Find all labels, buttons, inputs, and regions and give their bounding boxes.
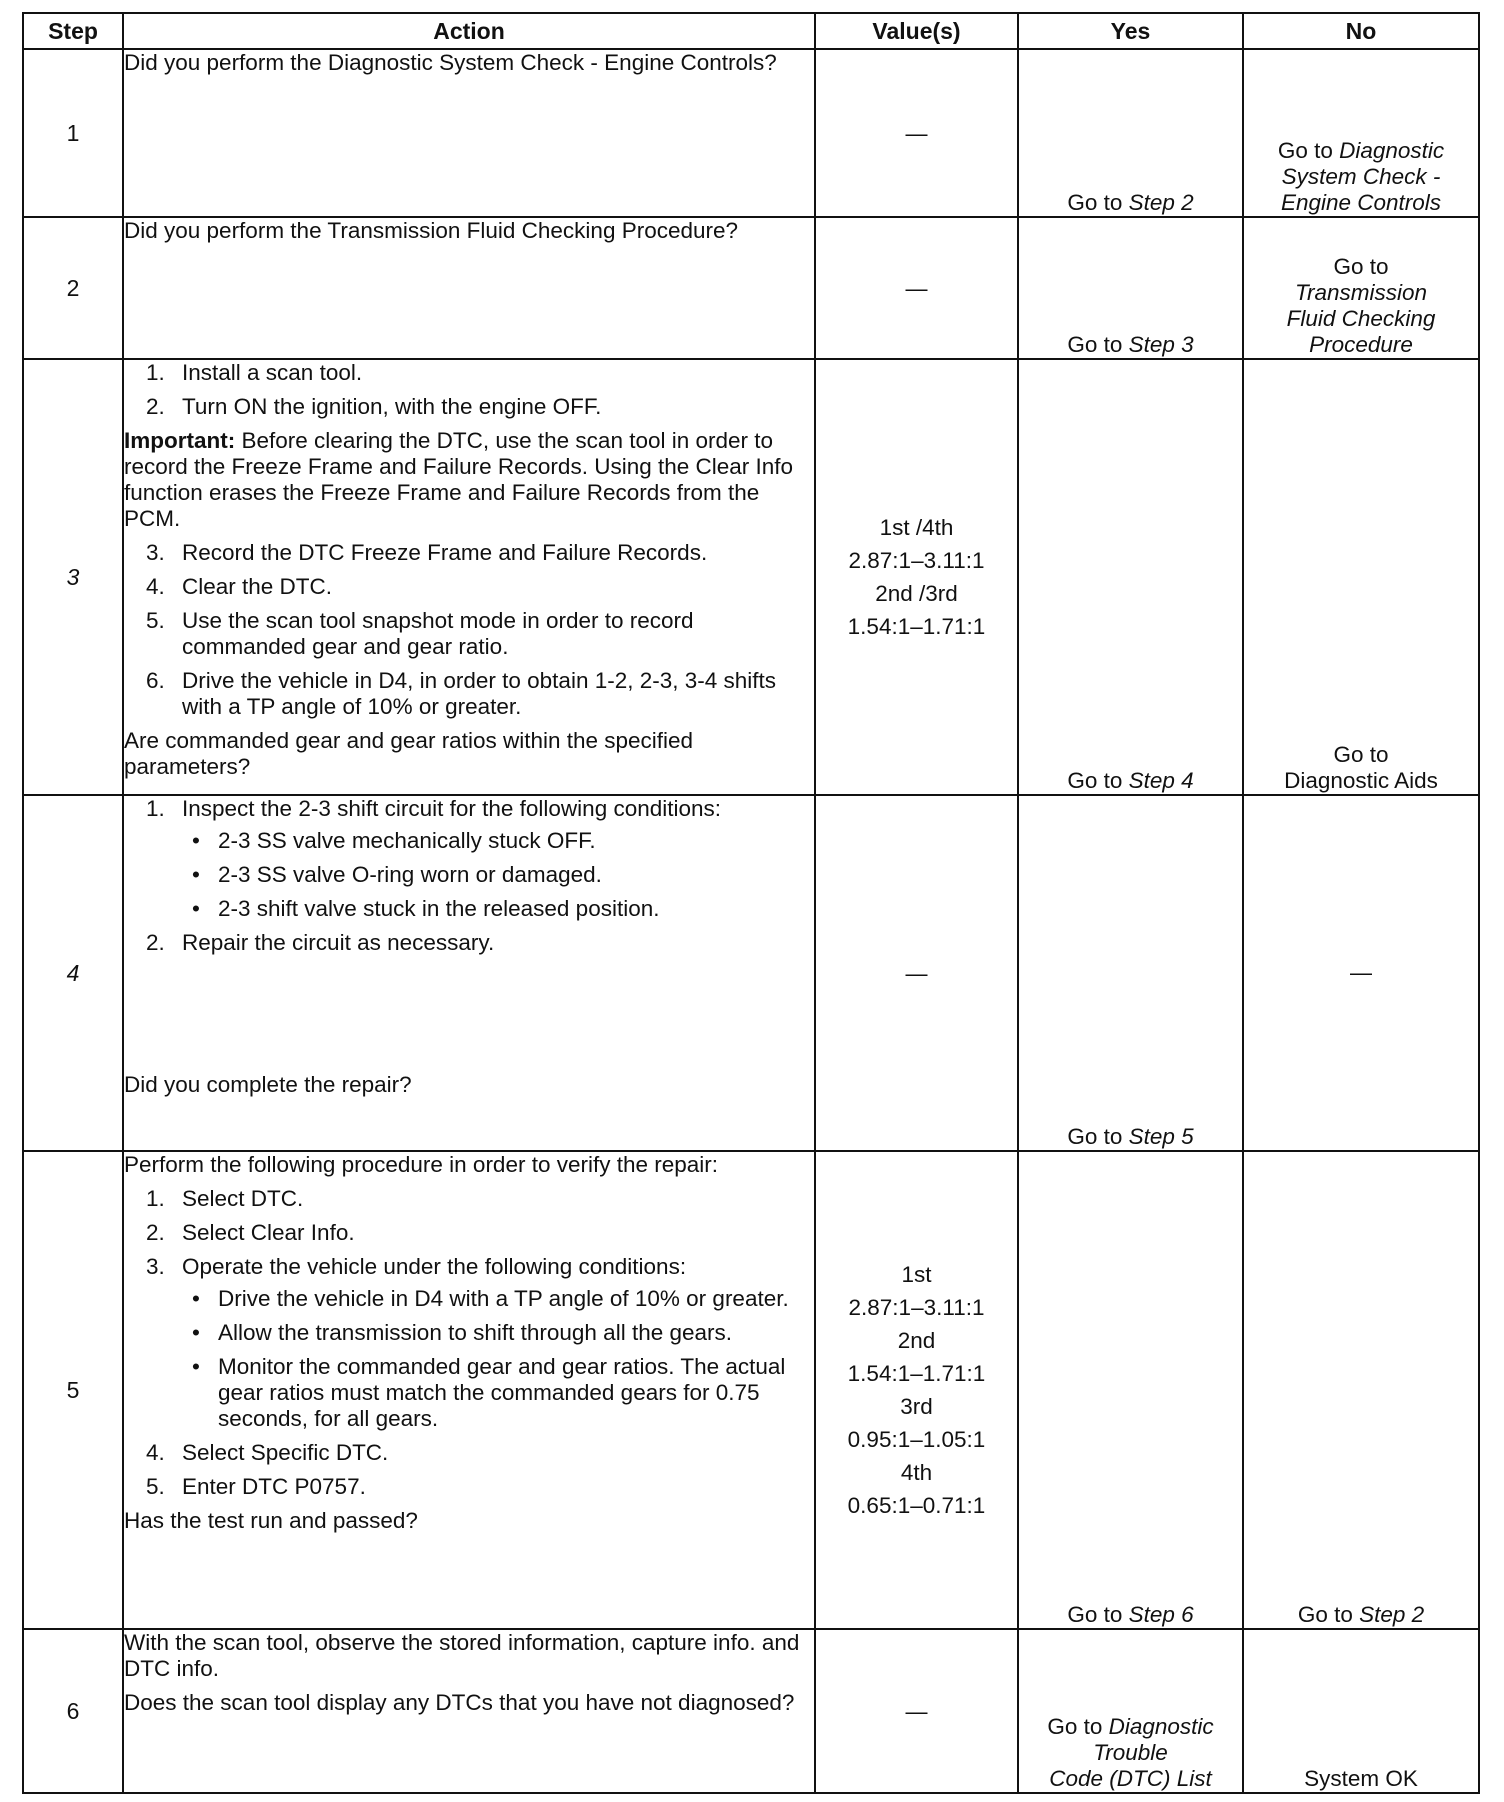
- empty-value-dash: —: [905, 960, 928, 986]
- procedure-intro: Perform the following procedure in order to verify the repair:: [124, 1152, 719, 1177]
- item-number: 5.: [146, 1474, 165, 1499]
- header-step: Step: [23, 13, 123, 49]
- item-number: 2.: [146, 1220, 165, 1245]
- item-text: Clear the DTC.: [182, 574, 333, 599]
- values-cell: [815, 1629, 1018, 1793]
- bullet-item: • Allow the transmission to shift through all the gears.: [182, 1320, 814, 1346]
- table-row-step-5: [23, 1151, 1479, 1629]
- values-cell: [815, 795, 1018, 1151]
- step-number: 3: [23, 359, 123, 795]
- item-text: Record the DTC Freeze Frame and Failure Records.: [182, 540, 708, 565]
- yes-target-link[interactable]: Diagnostic: [1108, 1714, 1214, 1739]
- no-cell: [1243, 1151, 1479, 1629]
- item-text: Use the scan tool snapshot mode in order to record commanded gear and gear ratio.: [182, 608, 694, 659]
- list-item: [124, 540, 814, 566]
- condition-list: [182, 1286, 814, 1432]
- action-cell: [123, 359, 815, 795]
- step-number: 2: [23, 217, 123, 359]
- go-to-label: Go to: [1297, 1602, 1353, 1627]
- gear-label: 1st /4th: [879, 515, 954, 540]
- item-text: Install a scan tool.: [182, 360, 363, 385]
- gear-ratio: 0.65:1–0.71:1: [847, 1493, 986, 1518]
- go-to-label: Go to: [1333, 254, 1389, 279]
- table-row-step-1: [23, 49, 1479, 217]
- item-text: Enter DTC P0757.: [182, 1474, 366, 1499]
- list-item: [124, 668, 814, 720]
- action-question: Does the scan tool display any DTCs that you have not diagnosed?: [124, 1690, 795, 1715]
- item-text: Operate the vehicle under the following conditions:: [182, 1254, 687, 1279]
- item-number: 1.: [146, 796, 165, 821]
- item-number: 4.: [146, 1440, 165, 1465]
- header-yes: Yes: [1018, 13, 1243, 49]
- item-number: 1.: [146, 1186, 165, 1211]
- yes-cell: [1018, 359, 1243, 795]
- header-row: [23, 13, 1479, 49]
- yes-cell: [1018, 1151, 1243, 1629]
- step-number: 4: [23, 795, 123, 1151]
- gear-ratio: 2.87:1–3.11:1: [848, 548, 985, 573]
- list-item: [124, 608, 814, 660]
- important-text: Before clearing the DTC, use the scan tool in order to record the Freeze Frame and Failure Records. Using the Clear Info function erases the Freeze Frame and Failure Records from the PCM.: [124, 428, 794, 531]
- no-cell: [1243, 359, 1479, 795]
- system-ok-text: System OK: [1304, 1766, 1418, 1791]
- gear-label: 3rd: [900, 1394, 933, 1419]
- no-target-link[interactable]: Engine Controls: [1280, 190, 1442, 215]
- gear-label: 1st: [901, 1262, 932, 1287]
- item-text: Repair the circuit as necessary.: [182, 930, 495, 955]
- empty-value-dash: —: [905, 1698, 928, 1724]
- yes-target-link[interactable]: Step 3: [1128, 332, 1194, 357]
- yes-target-link[interactable]: Step 6: [1128, 1602, 1194, 1627]
- gear-label: 2nd: [897, 1328, 936, 1353]
- action-question: Did you perform the Diagnostic System Check - Engine Controls?: [124, 50, 777, 75]
- yes-cell: [1018, 795, 1243, 1151]
- gear-ratio: 0.95:1–1.05:1: [847, 1427, 986, 1452]
- action-question: Did you perform the Transmission Fluid Checking Procedure?: [124, 218, 739, 243]
- values-cell: [815, 359, 1018, 795]
- step-number: 5: [23, 1151, 123, 1629]
- go-to-label: Go to: [1277, 138, 1333, 163]
- procedure-list: [124, 1186, 814, 1500]
- yes-target-link[interactable]: Step 5: [1128, 1124, 1194, 1149]
- values-cell: [815, 1151, 1018, 1629]
- item-text: Select Specific DTC.: [182, 1440, 389, 1465]
- item-text: Inspect the 2-3 shift circuit for the following conditions:: [182, 796, 722, 821]
- action-question: Did you complete the repair?: [124, 1072, 412, 1097]
- go-to-label: Go to: [1067, 768, 1123, 793]
- gear-ratio: 1.54:1–1.71:1: [847, 1361, 986, 1386]
- no-target-link[interactable]: Fluid Checking: [1286, 306, 1436, 331]
- item-text: Select DTC.: [182, 1186, 304, 1211]
- no-cell: [1243, 1629, 1479, 1793]
- list-item: [124, 1254, 814, 1432]
- go-to-label: Go to: [1333, 742, 1389, 767]
- no-target-link[interactable]: Transmission: [1294, 280, 1428, 305]
- list-item: [124, 1220, 814, 1246]
- list-item: [124, 930, 814, 956]
- go-to-label: Go to: [1067, 190, 1123, 215]
- values-cell: [815, 217, 1018, 359]
- list-item: [124, 360, 814, 386]
- bullet-item: • Monitor the commanded gear and gear ratios. The actual gear ratios must match the commanded gears for 0.75 seconds, for all gears.: [182, 1354, 814, 1432]
- list-item: [124, 796, 814, 922]
- item-number: 6.: [146, 668, 165, 693]
- item-text: Drive the vehicle in D4, in order to obtain 1-2, 2-3, 3-4 shifts with a TP angle of 10% or greater.: [182, 668, 777, 719]
- step-number: 6: [23, 1629, 123, 1793]
- header-values: Value(s): [815, 13, 1018, 49]
- action-question: Are commanded gear and gear ratios within the specified parameters?: [124, 728, 694, 779]
- procedure-list: [124, 540, 814, 720]
- table-row-step-2: [23, 217, 1479, 359]
- header-action: Action: [123, 13, 815, 49]
- action-cell: [123, 1629, 815, 1793]
- bullet-item: • Drive the vehicle in D4 with a TP angle of 10% or greater.: [182, 1286, 814, 1312]
- no-cell: [1243, 49, 1479, 217]
- list-item: [124, 394, 814, 420]
- gear-ratio: 1.54:1–1.71:1: [847, 614, 986, 639]
- yes-cell: [1018, 217, 1243, 359]
- empty-value-dash: —: [905, 120, 928, 146]
- no-target-link[interactable]: Diagnostic: [1339, 138, 1445, 163]
- important-note: [124, 428, 814, 532]
- item-number: 3.: [146, 540, 165, 565]
- list-item: [124, 1186, 814, 1212]
- go-to-label: Go to: [1067, 1602, 1123, 1627]
- bullet-item: • 2-3 SS valve O-ring worn or damaged.: [182, 862, 814, 888]
- no-target-link[interactable]: Diagnostic Aids: [1284, 768, 1438, 793]
- yes-target-link[interactable]: Code (DTC) List: [1049, 1766, 1212, 1791]
- table-row-step-6: [23, 1629, 1479, 1793]
- bullet-item: • 2-3 shift valve stuck in the released position.: [182, 896, 814, 922]
- yes-cell: [1018, 1629, 1243, 1793]
- gear-label: 4th: [900, 1460, 933, 1485]
- list-item: [124, 1440, 814, 1466]
- item-number: 1.: [146, 360, 165, 385]
- header-no: No: [1243, 13, 1479, 49]
- table-row-step-4: [23, 795, 1479, 1151]
- yes-target-link[interactable]: Step 4: [1128, 768, 1194, 793]
- gear-ratio: 2.87:1–3.11:1: [848, 1295, 985, 1320]
- action-instruction: With the scan tool, observe the stored information, capture info. and DTC info.: [124, 1630, 800, 1681]
- yes-cell: [1018, 49, 1243, 217]
- item-number: 5.: [146, 608, 165, 633]
- table-row-step-3: [23, 359, 1479, 795]
- empty-value-dash: —: [1350, 960, 1372, 985]
- action-cell: [123, 1151, 815, 1629]
- action-cell: [123, 49, 815, 217]
- item-text: Select Clear Info.: [182, 1220, 355, 1245]
- no-target-link[interactable]: System Check -: [1281, 164, 1441, 189]
- no-target-link[interactable]: Procedure: [1309, 332, 1413, 357]
- no-cell: [1243, 217, 1479, 359]
- go-to-label: Go to: [1067, 332, 1123, 357]
- important-label: Important:: [124, 428, 236, 453]
- action-question: Has the test run and passed?: [124, 1508, 418, 1533]
- values-cell: [815, 49, 1018, 217]
- bullet-item: • 2-3 SS valve mechanically stuck OFF.: [182, 828, 814, 854]
- list-item: [124, 1474, 814, 1500]
- diagnostic-table: [22, 12, 1480, 1794]
- step-number: 1: [23, 49, 123, 217]
- no-cell: [1243, 795, 1479, 1151]
- action-cell: [123, 795, 815, 1151]
- procedure-list: [124, 796, 814, 956]
- gear-label: 2nd /3rd: [875, 581, 958, 606]
- condition-list: [182, 828, 814, 922]
- no-target-link[interactable]: Step 2: [1359, 1602, 1425, 1627]
- item-number: 2.: [146, 930, 165, 955]
- list-item: [124, 574, 814, 600]
- yes-target-link[interactable]: Trouble: [1093, 1740, 1168, 1765]
- go-to-label: Go to: [1067, 1124, 1123, 1149]
- go-to-label: Go to: [1047, 1714, 1103, 1739]
- item-text: Turn ON the ignition, with the engine OFF.: [182, 394, 602, 419]
- yes-target-link[interactable]: Step 2: [1128, 190, 1194, 215]
- empty-value-dash: —: [905, 275, 928, 301]
- item-number: 4.: [146, 574, 165, 599]
- item-number: 2.: [146, 394, 165, 419]
- procedure-list: [124, 360, 814, 420]
- action-cell: [123, 217, 815, 359]
- item-number: 3.: [146, 1254, 165, 1279]
